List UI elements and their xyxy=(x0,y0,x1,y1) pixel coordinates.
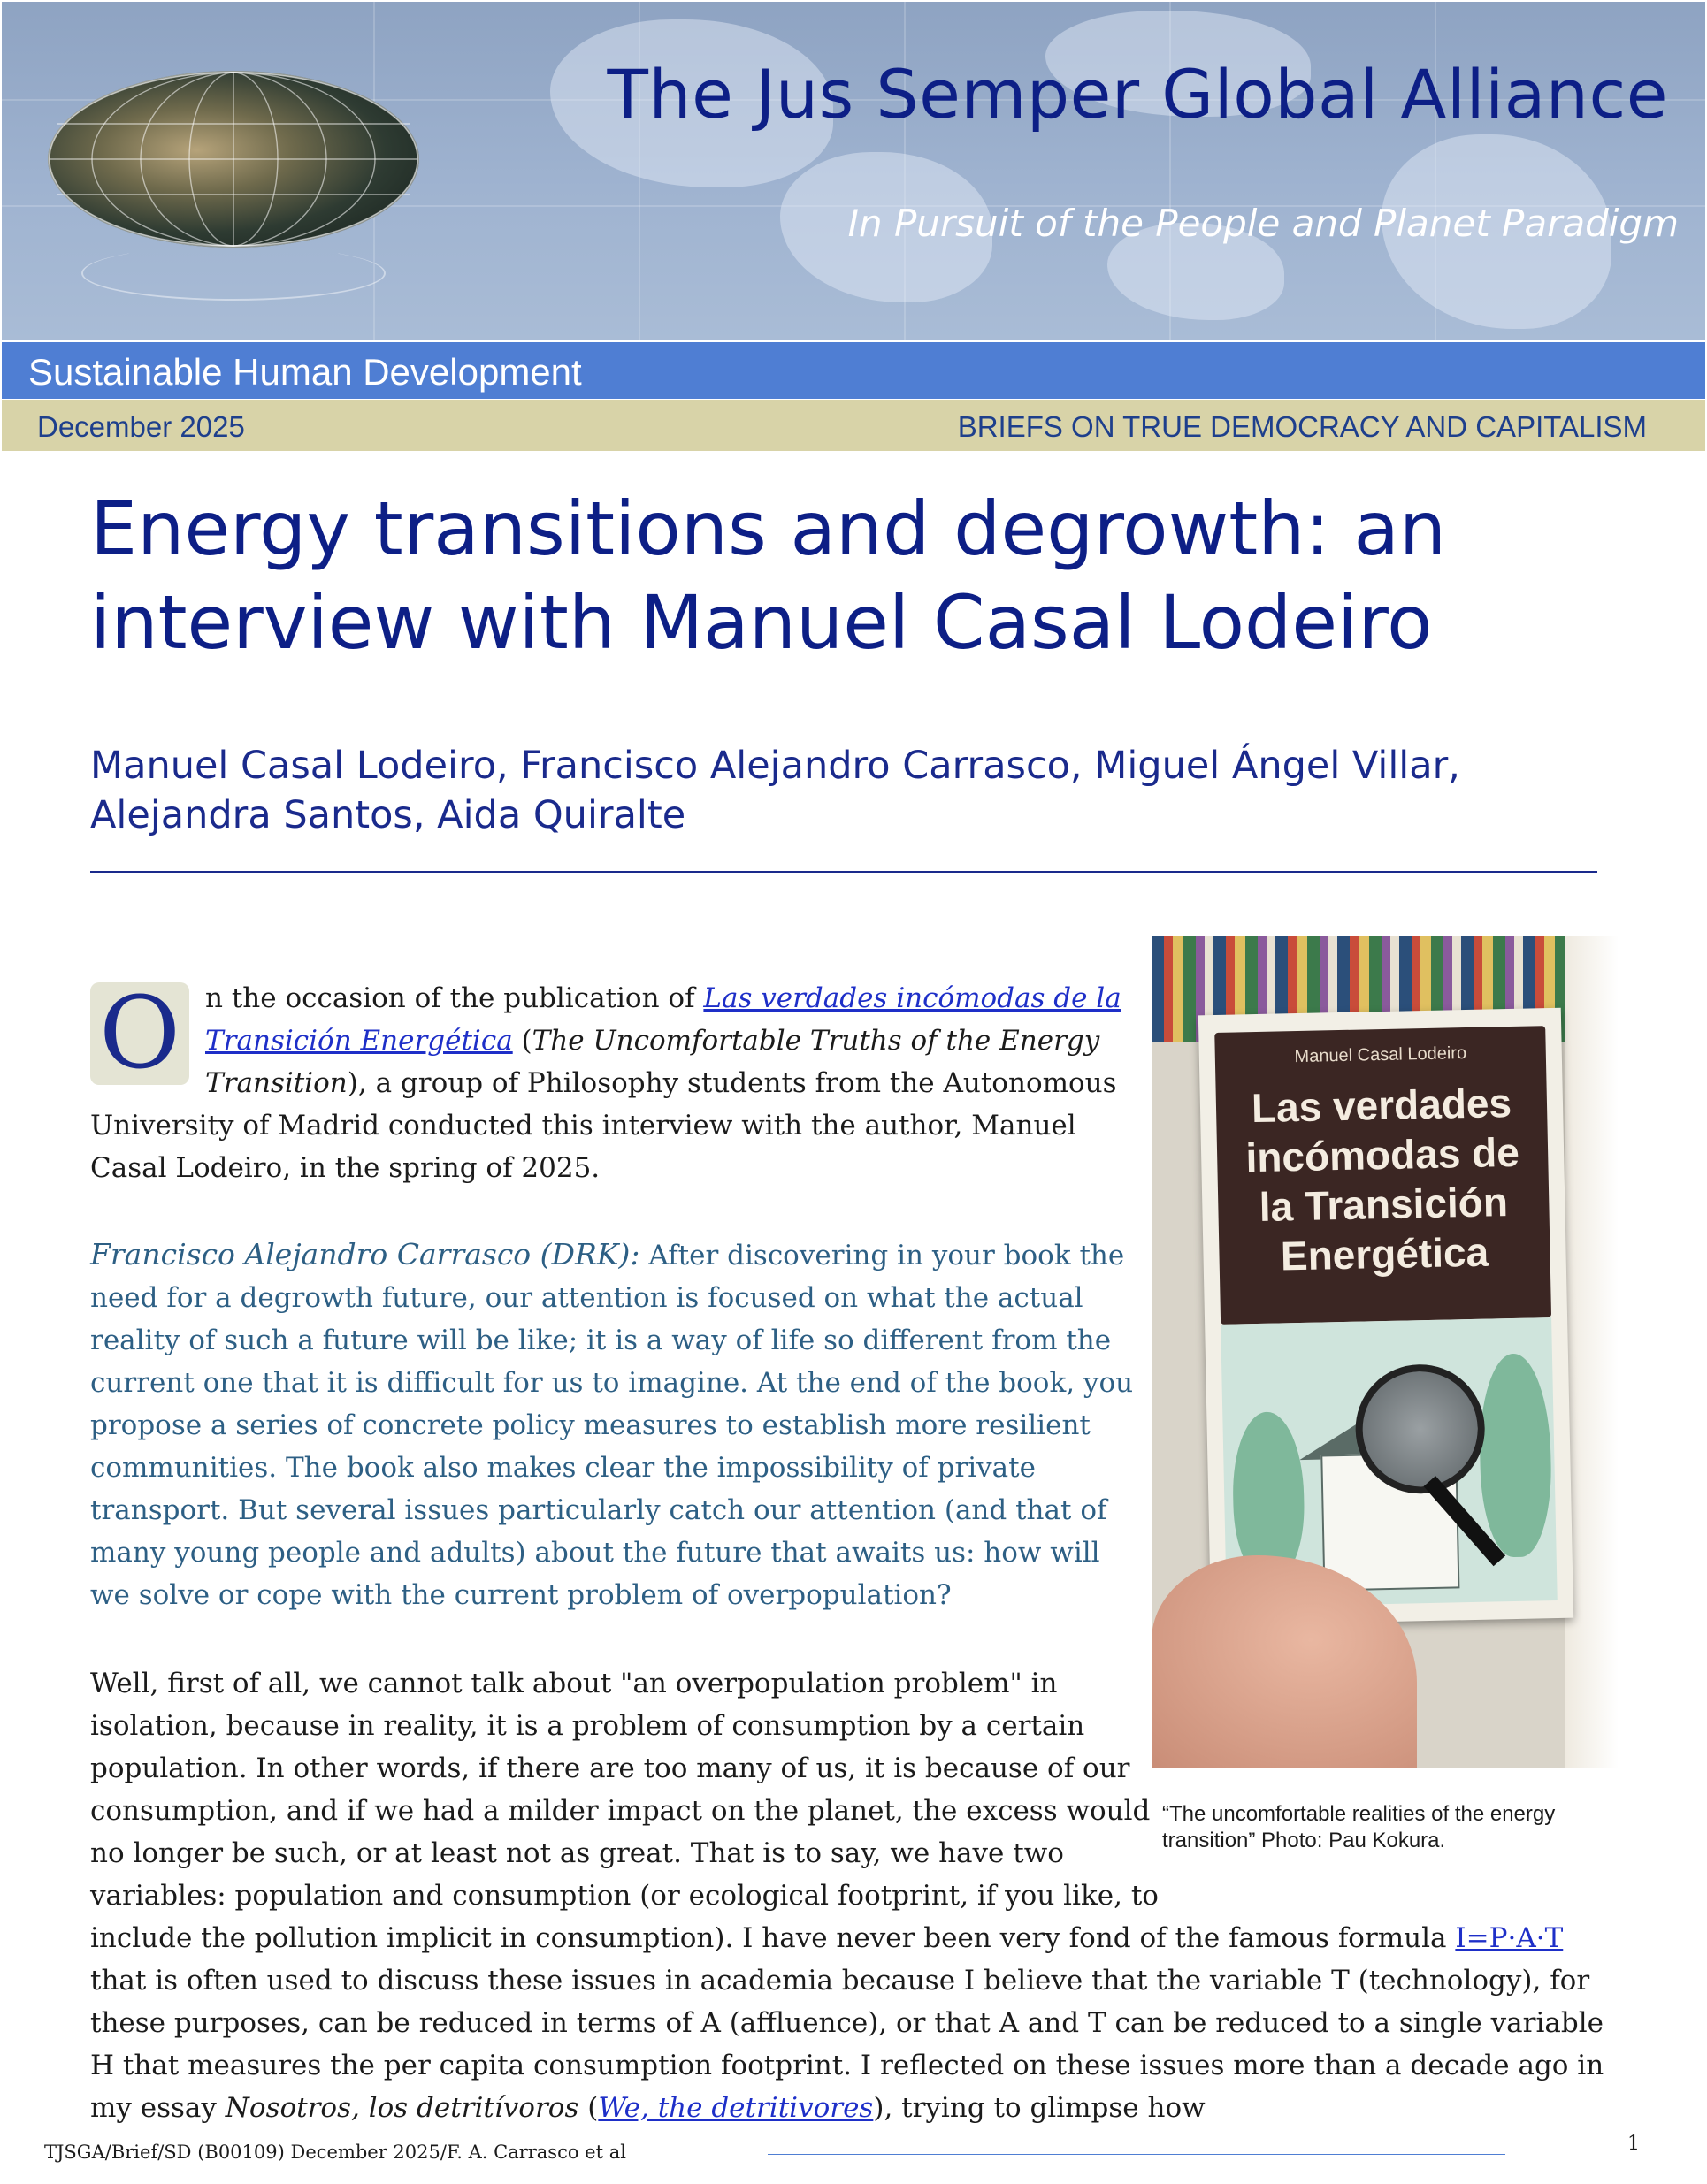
drop-cap: O xyxy=(90,982,189,1085)
page-number: 1 xyxy=(1627,2133,1640,2155)
bookshelf-side xyxy=(1565,936,1619,1768)
photo-caption: “The uncomfortable realities of the energy transition” Photo: Pau Kokura. xyxy=(1162,1802,1556,1852)
article-title xyxy=(90,482,1594,669)
footer-divider xyxy=(768,2154,1505,2155)
header-banner xyxy=(2,2,1705,340)
book-cover-title: Las verdades incómodas de la Transición Energética xyxy=(1245,1079,1520,1279)
book-photo xyxy=(1152,936,1619,1768)
tagline: In Pursuit of the People and Planet Paradigm xyxy=(847,202,1679,245)
section-bar xyxy=(2,342,1705,399)
series-label: BRIEFS ON TRUE DEMOCRACY AND CAPITALISM xyxy=(957,410,1647,443)
question-speaker: Francisco Alejandro Carrasco (DRK): xyxy=(90,1237,640,1271)
essay-title: Nosotros, los detritívoros xyxy=(225,2092,579,2124)
title-line-1: Energy transitions and degrowth: an xyxy=(90,485,1447,572)
title-divider xyxy=(90,871,1597,873)
date-bar xyxy=(2,400,1705,451)
book-cover xyxy=(1198,1008,1573,1625)
section-label: Sustainable Human Development xyxy=(28,351,582,393)
intro-text: n the occasion of the publication of xyxy=(205,982,704,1014)
book-link[interactable]: Las verdades incómodas de la Transición Energética xyxy=(205,982,1121,1057)
author-list: Manuel Casal Lodeiro, Francisco Alejandro Carrasco, Miguel Ángel Villar, Alejandra Santos, Aida Quiralte xyxy=(90,744,1460,837)
footer-reference: TJSGA/Brief/SD (B00109) December 2025/F. A. Carrasco et al xyxy=(44,2142,626,2163)
book-translation: The Uncomfortable Truths of the Energy Transition xyxy=(205,1025,1100,1099)
intro-paragraph xyxy=(90,977,1152,1189)
issue-date: December 2025 xyxy=(37,410,245,443)
question-text: After discovering in your book the need for a degrowth future, our attention is focused on what the actual reality of such a future will be like; it is a way of life so different from the current one that it is difficult for us to imagine. At the end of the book, you propose a series of concrete policy measures to establish more resilient communities. The book also makes clear the impossibility of private transport. But several issues particularly catch our attention (and that of many young people and adults) about the future that awaits us: how will we solve or cope with the current problem of overpopulation? xyxy=(90,1240,1134,1611)
answer-text: ), trying to glimpse how xyxy=(873,2092,1206,2124)
interview-question xyxy=(90,1233,1134,1616)
globe-reflection xyxy=(81,246,386,301)
organization-title: The Jus Semper Global Alliance xyxy=(607,55,1668,134)
intro-text: ), a group of Philosophy students from the Autonomous University of Madrid conducted this interview with the author, Manuel Casal Lodeiro, in the spring of 2025. xyxy=(90,1067,1117,1184)
answer-text: that is often used to discuss these issues in academia because I believe that the variable T (technology), for these purposes, can be reduced in terms of A (affluence), or that A and T can be reduced to a single variable H that measures the per capita consumption footprint. I reflected on these issues more than a decade ago in my essay xyxy=(90,1965,1604,2124)
answer-text: Well, first of all, we cannot talk about "an overpopulation problem" in isolation, because in reality, it is a problem of consumption by a certain population. In other words, if there are too many of us, it is because of our consumption, and if we had a milder impact on the planet, the excess would no longer be such, or at least not as great. That is to say, we have two variables: population and consumption (or ecological footprint, if you like, to include the pollution implicit in consumption). I have never been very fond of the famous formula xyxy=(90,1668,1456,1954)
title-line-2: interview with Manuel Casal Lodeiro xyxy=(90,579,1433,666)
tree-icon xyxy=(1478,1353,1553,1558)
essay-link[interactable]: We, the detritivores xyxy=(598,2092,874,2124)
book-cover-header xyxy=(1214,1026,1551,1325)
globe-grid-icon xyxy=(48,71,419,248)
answer-text: ( xyxy=(578,2092,599,2124)
formula-link[interactable]: I=P·A·T xyxy=(1455,1922,1564,1954)
book-cover-author: Manuel Casal Lodeiro xyxy=(1294,1043,1467,1067)
intro-text: ( xyxy=(512,1025,532,1057)
